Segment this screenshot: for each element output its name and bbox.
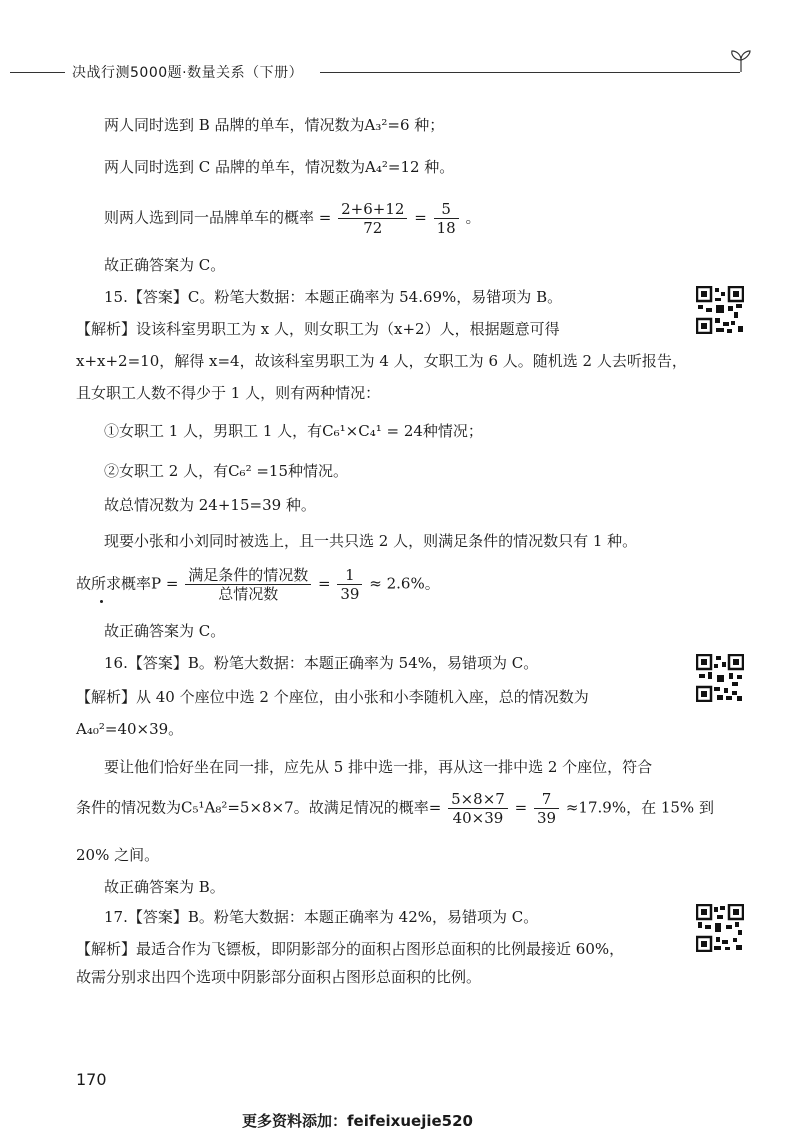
text-run: ≈ 2.6%。	[369, 574, 440, 593]
text-line: 故正确答案为 C。	[104, 256, 226, 274]
text-line: ②女职工 2 人，有C₆² =15种情况。	[104, 462, 349, 480]
fraction	[434, 200, 459, 237]
denominator: 39	[536, 809, 557, 827]
answer-line: 16.【答案】B。粉笔大数据：本题正确率为 54%，易错项为 C。	[104, 654, 539, 672]
numerator: 满足条件的情况数	[185, 566, 311, 585]
numerator: 2+6+12	[338, 200, 407, 219]
text-line: 【解析】从 40 个座位中选 2 个座位，由小张和小李随机入座，总的情况数为	[76, 688, 589, 706]
denominator: 39	[340, 585, 360, 603]
qr-code-icon[interactable]	[696, 286, 744, 334]
text-run: 则两人选到同一品牌单车的概率 =	[104, 208, 332, 227]
equals-sign: =	[514, 798, 528, 817]
numerator: 5	[434, 200, 459, 219]
text-line: 且女职工人数不得少于 1 人，则有两种情况：	[76, 384, 381, 402]
formula-line	[76, 566, 440, 603]
denominator: 总情况数	[218, 585, 279, 603]
text-line: 故需分别求出四个选项中阴影部分面积占图形总面积的比例。	[76, 968, 482, 986]
text-line: 【解析】最适合作为飞镖板，即阴影部分的面积占图形总面积的比例最接近 60%，	[76, 940, 625, 958]
answer-line: 15.【答案】C。粉笔大数据：本题正确率为 54.69%，易错项为 B。	[104, 288, 563, 306]
header-rule-right	[320, 72, 740, 73]
fraction	[534, 790, 559, 827]
stray-dot	[100, 600, 103, 603]
text-line: 20% 之间。	[76, 846, 160, 864]
denominator: 18	[436, 219, 456, 237]
header-rule-left	[10, 72, 65, 73]
text-line: 故正确答案为 C。	[104, 622, 226, 640]
text-line: A₄₀²=40×39。	[76, 720, 184, 738]
denominator: 72	[363, 219, 383, 237]
qr-code-icon[interactable]	[696, 904, 744, 952]
text-line: 两人同时选到 B 品牌的单车，情况数为A₃²=6 种；	[104, 116, 445, 134]
numerator: 7	[534, 790, 559, 809]
sprout-icon	[728, 48, 754, 74]
text-run: 条件的情况数为C₅¹A₈²=5×8×7。故满足情况的概率=	[76, 798, 442, 817]
text-run: 。	[465, 208, 481, 227]
text-line: 要让他们恰好坐在同一排，应先从 5 排中选一排，再从这一排中选 2 个座位，符合	[104, 758, 653, 776]
formula-line	[76, 790, 714, 827]
text-line: 故总情况数为 24+15=39 种。	[104, 496, 316, 514]
text-run: ≈17.9%，在 15% 到	[565, 798, 714, 817]
equals-sign: =	[318, 574, 331, 593]
footer-contact: 更多资料添加：feifeixuejie520	[242, 1112, 473, 1130]
fraction	[185, 566, 311, 603]
text-run: 故所求概率P =	[76, 574, 179, 593]
text-line: 【解析】设该科室男职工为 x 人，则女职工为（x+2）人，根据题意可得	[76, 320, 560, 338]
qr-code-icon[interactable]	[696, 654, 744, 702]
text-line: ①女职工 1 人，男职工 1 人，有C₆¹×C₄¹ = 24种情况；	[104, 422, 483, 440]
text-line: x+x+2=10，解得 x=4，故该科室男职工为 4 人，女职工为 6 人。随机选 2 人去听报告，	[76, 352, 687, 370]
running-header	[10, 60, 740, 84]
header-title: 决战行测5000题·数量关系（下册）	[72, 65, 304, 81]
text-line: 现要小张和小刘同时被选上，且一共只选 2 人，则满足条件的情况数只有 1 种。	[104, 532, 638, 550]
fraction	[337, 566, 362, 603]
denominator: 40×39	[452, 809, 504, 827]
fraction	[338, 200, 407, 237]
equals-sign: =	[414, 208, 427, 227]
answer-line: 17.【答案】B。粉笔大数据：本题正确率为 42%，易错项为 C。	[104, 908, 539, 926]
text-line: 故正确答案为 B。	[104, 878, 225, 896]
numerator: 5×8×7	[448, 790, 508, 809]
text-line: 两人同时选到 C 品牌的单车，情况数为A₄²=12 种。	[104, 158, 455, 176]
numerator: 1	[337, 566, 362, 585]
formula-line	[104, 200, 480, 237]
fraction	[448, 790, 508, 827]
page-number: 170	[76, 1070, 107, 1089]
